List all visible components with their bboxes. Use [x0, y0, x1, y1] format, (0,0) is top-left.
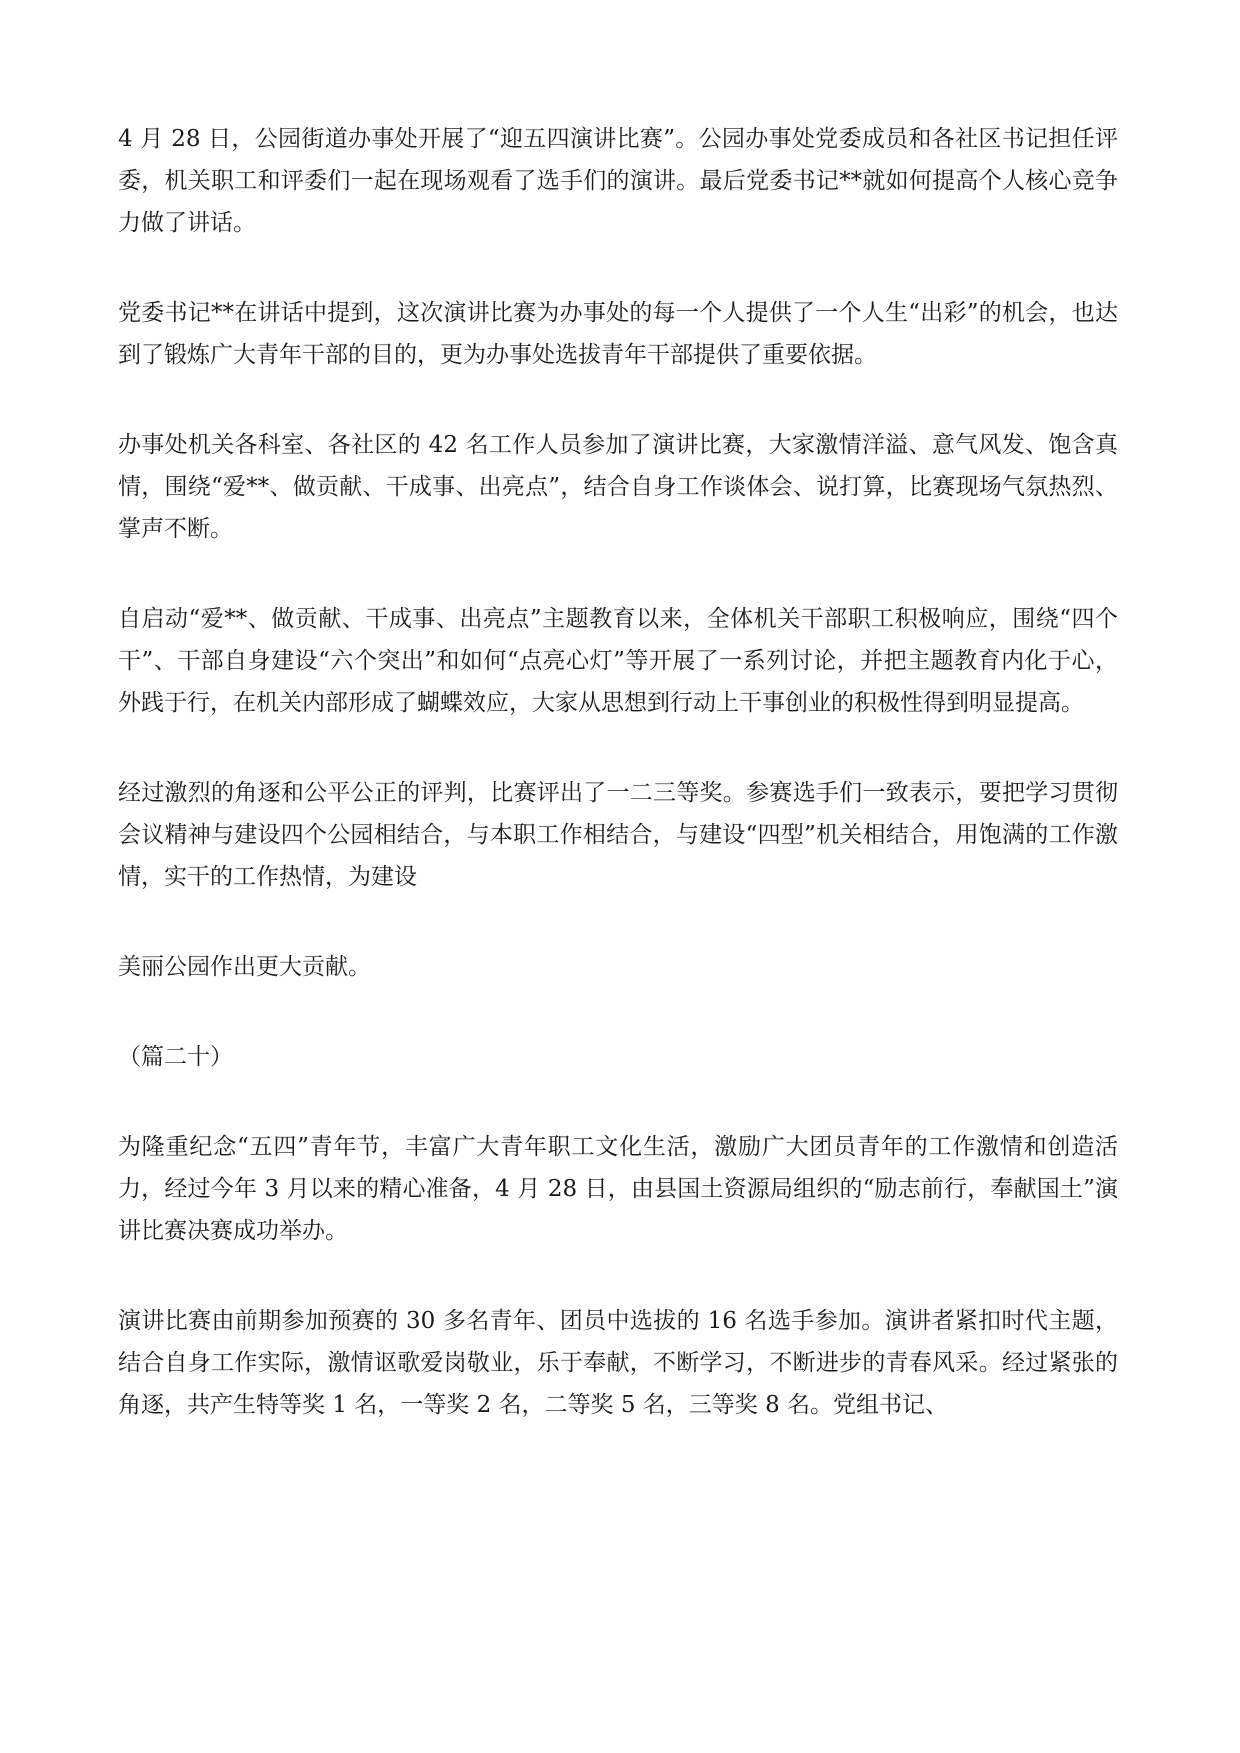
paragraph: 办事处机关各科室、各社区的 42 名工作人员参加了演讲比赛，大家激情洋溢、意气风发、饱含真情，围绕“爱**、做贡献、干成事、出亮点”，结合自身工作谈体会、说打算，比赛现场气氛热烈、掌声不断。 — [118, 432, 1118, 542]
section-heading: （篇二十） — [118, 1044, 233, 1070]
paragraph: 经过激烈的角逐和公平公正的评判，比赛评出了一二三等奖。参赛选手们一致表示，要把学习贯彻会议精神与建设四个公园相结合，与本职工作相结合，与建设“四型”机关相结合，用饱满的工作激情，实干的工作热情，为建设 — [118, 780, 1118, 890]
document-body — [118, 118, 1118, 1474]
paragraph: 为隆重纪念“五四”青年节，丰富广大青年职工文化生活，激励广大团员青年的工作激情和创造活力，经过今年 3 月以来的精心准备，4 月 28 日，由县国土资源局组织的“励志前行，奉献国土”演讲比赛决赛成功举办。 — [118, 1134, 1118, 1244]
paragraph: 4 月 28 日，公园街道办事处开展了“迎五四演讲比赛”。公园办事处党委成员和各社区书记担任评委，机关职工和评委们一起在现场观看了选手们的演讲。最后党委书记**就如何提高个人核心竞争力做了讲话。 — [118, 126, 1118, 236]
paragraph: 党委书记**在讲话中提到，这次演讲比赛为办事处的每一个人提供了一个人生“出彩”的机会，也达到了锻炼广大青年干部的目的，更为办事处选拔青年干部提供了重要依据。 — [118, 300, 1118, 368]
paragraph: 自启动“爱**、做贡献、干成事、出亮点”主题教育以来，全体机关干部职工积极响应，围绕“四个干”、干部自身建设“六个突出”和如何“点亮心灯”等开展了一系列讨论，并把主题教育内化于心，外践于行，在机关内部形成了蝴蝶效应，大家从思想到行动上干事创业的积极性得到明显提高。 — [118, 606, 1118, 716]
paragraph: 美丽公园作出更大贡献。 — [118, 954, 371, 980]
paragraph: 演讲比赛由前期参加预赛的 30 多名青年、团员中选拔的 16 名选手参加。演讲者紧扣时代主题，结合自身工作实际，激情讴歌爱岗敬业，乐于奉献，不断学习，不断进步的青春风采。经过紧张的角逐，共产生特等奖 1 名，一等奖 2 名，二等奖 5 名，三等奖 8 名。党组书记、 — [118, 1308, 1118, 1418]
